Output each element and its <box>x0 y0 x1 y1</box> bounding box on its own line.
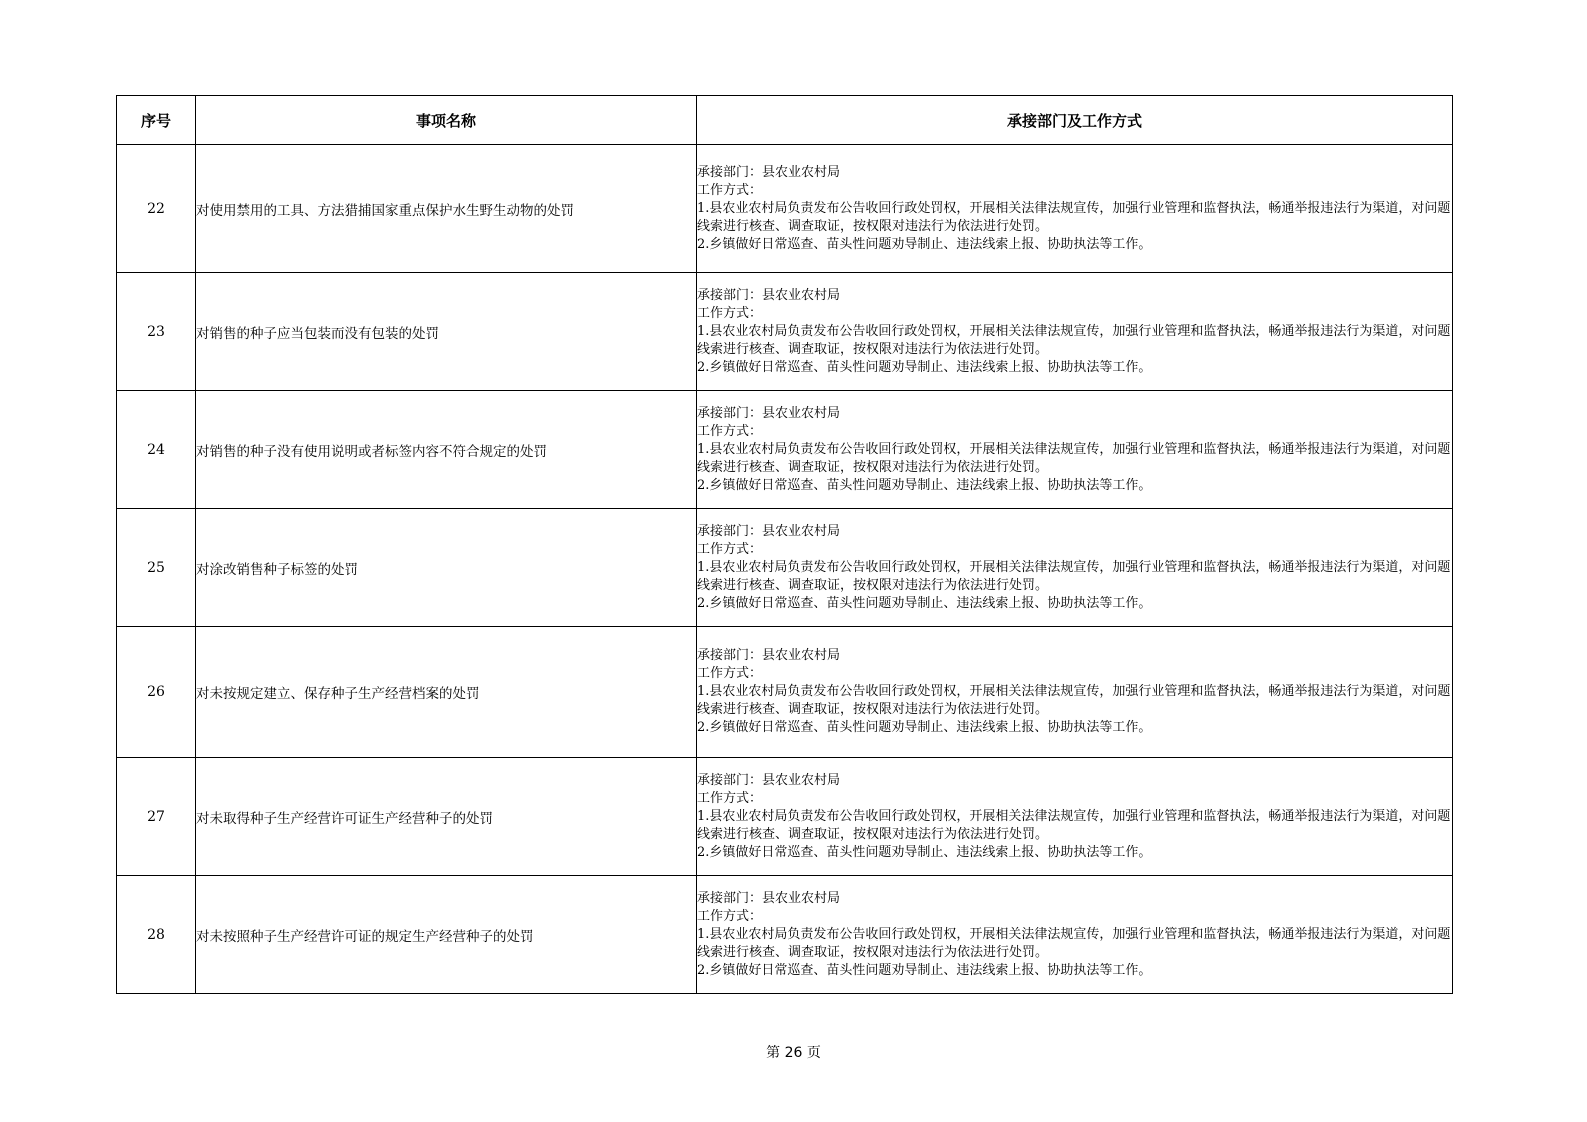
row-serial-number: 24 <box>117 391 196 509</box>
method-step-1: 1.县农业农村局负责发布公告收回行政处罚权，开展相关法律法规宣传，加强行业管理和监督执法，畅通举报违法行为渠道，对问题线索进行核查、调查取证，按权限对违法行为依法进行处罚。 <box>697 926 1451 960</box>
table-row <box>117 273 1453 391</box>
method-heading: 工作方式： <box>697 666 763 681</box>
department-line: 承接部门：县农业农村局 <box>697 890 841 906</box>
method-heading: 工作方式： <box>697 423 763 439</box>
row-serial-number: 27 <box>117 758 196 876</box>
method-step-1: 1.县农业农村局负责发布公告收回行政处罚权，开展相关法律法规宣传，加强行业管理和监督执法，畅通举报违法行为渠道，对问题线索进行核查、调查取证，按权限对违法行为依法进行处罚。 <box>697 441 1451 475</box>
method-step-2: 2.乡镇做好日常巡查、苗头性问题劝导制止、违法线索上报、协助执法等工作。 <box>697 844 1152 860</box>
method-step-2: 2.乡镇做好日常巡查、苗头性问题劝导制止、违法线索上报、协助执法等工作。 <box>697 359 1152 375</box>
header-department-and-method: 承接部门及工作方式 <box>697 96 1453 145</box>
row-serial-number: 25 <box>117 509 196 627</box>
row-item-name: 对销售的种子应当包装而没有包装的处罚 <box>196 273 697 391</box>
row-item-name: 对销售的种子没有使用说明或者标签内容不符合规定的处罚 <box>196 391 697 509</box>
method-heading: 工作方式： <box>697 908 763 924</box>
table-row <box>117 876 1453 994</box>
department-line: 承接部门：县农业农村局 <box>697 772 841 788</box>
department-line: 承接部门：县农业农村局 <box>697 164 841 180</box>
row-department-and-method <box>697 627 1453 758</box>
method-heading: 工作方式： <box>697 790 763 806</box>
header-serial-number: 序号 <box>117 96 196 145</box>
method-step-2: 2.乡镇做好日常巡查、苗头性问题劝导制止、违法线索上报、协助执法等工作。 <box>697 595 1152 611</box>
header-item-name: 事项名称 <box>196 96 697 145</box>
row-serial-number: 22 <box>117 145 196 273</box>
method-step-1: 1.县农业农村局负责发布公告收回行政处罚权，开展相关法律法规宣传，加强行业管理和监督执法，畅通举报违法行为渠道，对问题线索进行核查、调查取证，按权限对违法行为依法进行处罚。 <box>697 200 1451 234</box>
table-header-row <box>117 96 1453 145</box>
row-serial-number: 26 <box>117 627 196 758</box>
row-item-name: 对未取得种子生产经营许可证生产经营种子的处罚 <box>196 758 697 876</box>
department-line: 承接部门：县农业农村局 <box>697 287 841 303</box>
table-row <box>117 627 1453 758</box>
row-department-and-method <box>697 273 1453 391</box>
table-row <box>117 391 1453 509</box>
row-serial-number: 23 <box>117 273 196 391</box>
method-step-1: 1.县农业农村局负责发布公告收回行政处罚权，开展相关法律法规宣传，加强行业管理和监督执法，畅通举报违法行为渠道，对问题线索进行核查、调查取证，按权限对违法行为依法进行处罚。 <box>697 684 1451 717</box>
row-department-and-method <box>697 391 1453 509</box>
method-step-1: 1.县农业农村局负责发布公告收回行政处罚权，开展相关法律法规宣传，加强行业管理和监督执法，畅通举报违法行为渠道，对问题线索进行核查、调查取证，按权限对违法行为依法进行处罚。 <box>697 559 1451 593</box>
table-row <box>117 145 1453 273</box>
row-item-name: 对使用禁用的工具、方法猎捕国家重点保护水生野生动物的处罚 <box>196 145 697 273</box>
method-heading: 工作方式： <box>697 182 763 198</box>
page-number: 第 26 页 <box>766 1045 821 1061</box>
row-department-and-method <box>697 509 1453 627</box>
row-department-and-method <box>697 145 1453 273</box>
method-step-2: 2.乡镇做好日常巡查、苗头性问题劝导制止、违法线索上报、协助执法等工作。 <box>697 236 1152 252</box>
method-step-2: 2.乡镇做好日常巡查、苗头性问题劝导制止、违法线索上报、协助执法等工作。 <box>697 962 1152 978</box>
row-department-and-method <box>697 758 1453 876</box>
department-line: 承接部门：县农业农村局 <box>697 405 841 421</box>
method-step-2: 2.乡镇做好日常巡查、苗头性问题劝导制止、违法线索上报、协助执法等工作。 <box>697 720 1152 735</box>
table-row <box>117 758 1453 876</box>
row-item-name: 对未按照种子生产经营许可证的规定生产经营种子的处罚 <box>196 876 697 994</box>
row-serial-number: 28 <box>117 876 196 994</box>
department-line: 承接部门：县农业农村局 <box>697 523 841 539</box>
table-row <box>117 509 1453 627</box>
matters-table <box>116 95 1453 994</box>
method-step-2: 2.乡镇做好日常巡查、苗头性问题劝导制止、违法线索上报、协助执法等工作。 <box>697 477 1152 493</box>
method-heading: 工作方式： <box>697 541 763 557</box>
department-line: 承接部门：县农业农村局 <box>697 648 841 663</box>
row-item-name: 对未按规定建立、保存种子生产经营档案的处罚 <box>196 627 697 758</box>
row-department-and-method <box>697 876 1453 994</box>
method-step-1: 1.县农业农村局负责发布公告收回行政处罚权，开展相关法律法规宣传，加强行业管理和监督执法，畅通举报违法行为渠道，对问题线索进行核查、调查取证，按权限对违法行为依法进行处罚。 <box>697 808 1451 842</box>
method-heading: 工作方式： <box>697 305 763 321</box>
row-item-name: 对涂改销售种子标签的处罚 <box>196 509 697 627</box>
method-step-1: 1.县农业农村局负责发布公告收回行政处罚权，开展相关法律法规宣传，加强行业管理和监督执法，畅通举报违法行为渠道，对问题线索进行核查、调查取证，按权限对违法行为依法进行处罚。 <box>697 323 1451 357</box>
